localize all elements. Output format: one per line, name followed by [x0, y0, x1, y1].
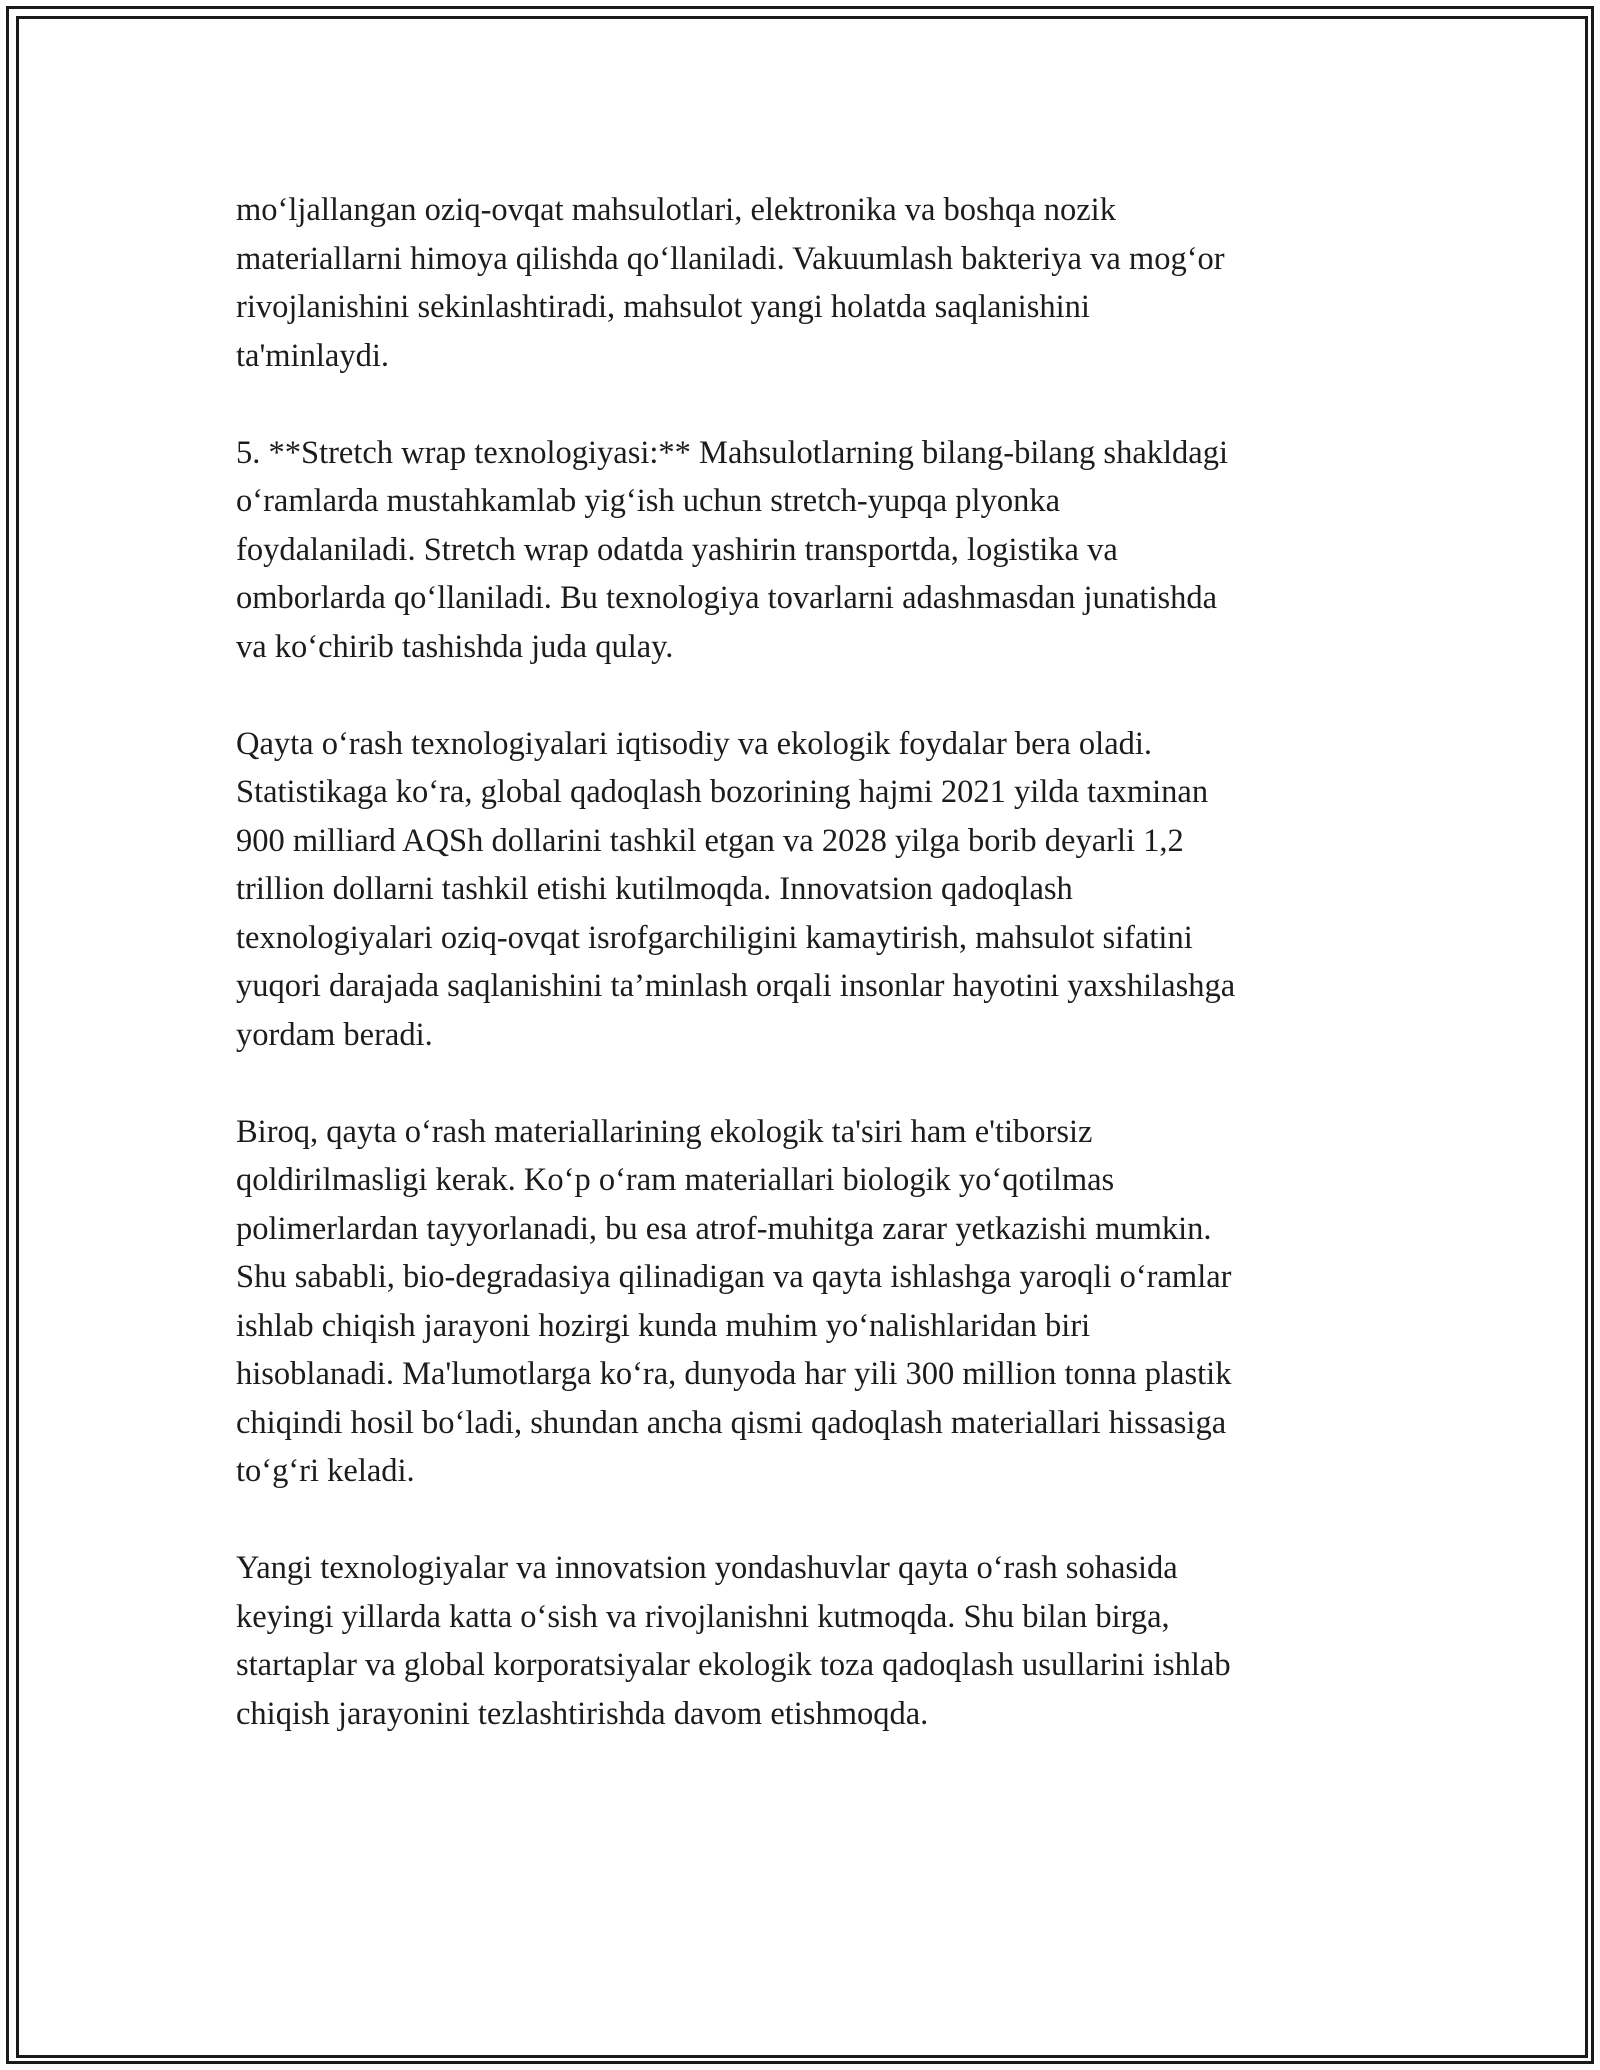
text-line: 5. **Stretch wrap texnologiyasi:** Mahsulotlarning bilang-bilang shakldagi: [236, 434, 1228, 471]
text-line: Shu sababli, bio-degradasiya qilinadigan va qayta ishlashga yaroqli o‘ramlar: [236, 1259, 1232, 1295]
text-line: rivojlanishini sekinlashtiradi, mahsulot yangi holatda saqlanishini: [236, 289, 1090, 325]
text-line: Qayta o‘rash texnologiyalari iqtisodiy va ekologik foydalar bera oladi.: [236, 725, 1153, 762]
text-line: mo‘ljallangan oziq-ovqat mahsulotlari, elektronika va boshqa nozik: [236, 192, 1116, 228]
text-line: qoldirilmasligi kerak. Ko‘p o‘ram materiallari biologik yo‘qotilmas: [236, 1162, 1115, 1198]
text-line: foydalaniladi. Stretch wrap odatda yashirin transportda, logistika va: [236, 531, 1118, 568]
text-line: va ko‘chirib tashishda juda qulay.: [236, 628, 674, 665]
text-line: chiqish jarayonini tezlashtirishda davom etishmoqda.: [236, 1695, 929, 1732]
text-line: omborlarda qo‘llaniladi. Bu texnologiya tovarlarni adashmasdan junatishda: [236, 580, 1218, 616]
text-line: chiqindi hosil bo‘ladi, shundan ancha qismi qadoqlash materiallari hissasiga: [236, 1404, 1227, 1441]
text-line: materiallarni himoya qilishda qo‘llaniladi. Vakuumlash bakteriya va mog‘or: [236, 240, 1225, 277]
text-line: to‘g‘ri keladi.: [236, 1453, 415, 1489]
paragraph-economic-benefits: [236, 720, 1366, 1060]
text-line: keyingi yillarda katta o‘sish va rivojlanishni kutmoqda. Shu bilan birga,: [236, 1598, 1170, 1635]
paragraph-stretch-wrap: [236, 429, 1366, 672]
text-line: ishlab chiqish jarayoni hozirgi kunda muhim yo‘nalishlaridan biri: [236, 1307, 1091, 1344]
text-line: texnologiyalari oziq-ovqat isrofgarchiligini kamaytirish, mahsulot sifatini: [236, 919, 1193, 956]
paragraph-ecological-impact: [236, 1108, 1366, 1496]
text-line: hisoblanadi. Ma'lumotlarga ko‘ra, dunyoda har yili 300 million tonna plastik: [236, 1356, 1232, 1392]
text-line: yordam beradi.: [236, 1016, 433, 1053]
text-line: yuqori darajada saqlanishini ta’minlash orqali insonlar hayotini yaxshilashga: [236, 968, 1236, 1004]
paragraph-new-technologies: [236, 1544, 1366, 1738]
text-line: o‘ramlarda mustahkamlab yig‘ish uchun stretch-yupqa plyonka: [236, 483, 1061, 519]
text-line: trillion dollarni tashkil etishi kutilmoqda. Innovatsion qadoqlash: [236, 871, 1073, 907]
text-line: polimerlardan tayyorlanadi, bu esa atrof-muhitga zarar yetkazishi mumkin.: [236, 1210, 1212, 1247]
document-body: [236, 186, 1366, 1787]
text-line: Biroq, qayta o‘rash materiallarining ekologik ta'siri ham e'tiborsiz: [236, 1113, 1093, 1150]
text-line: Statistikaga ko‘ra, global qadoqlash bozorining hajmi 2021 yilda taxminan: [236, 774, 1209, 810]
text-line: Yangi texnologiyalar va innovatsion yondashuvlar qayta o‘rash sohasida: [236, 1550, 1178, 1586]
text-line: 900 milliard AQSh dollarini tashkil etgan va 2028 yilga borib deyarli 1,2: [236, 822, 1184, 859]
paragraph-vacuum-packaging-continued: [236, 186, 1366, 380]
text-line: startaplar va global korporatsiyalar ekologik toza qadoqlash usullarini ishlab: [236, 1647, 1231, 1683]
text-line: ta'minlaydi.: [236, 337, 389, 374]
